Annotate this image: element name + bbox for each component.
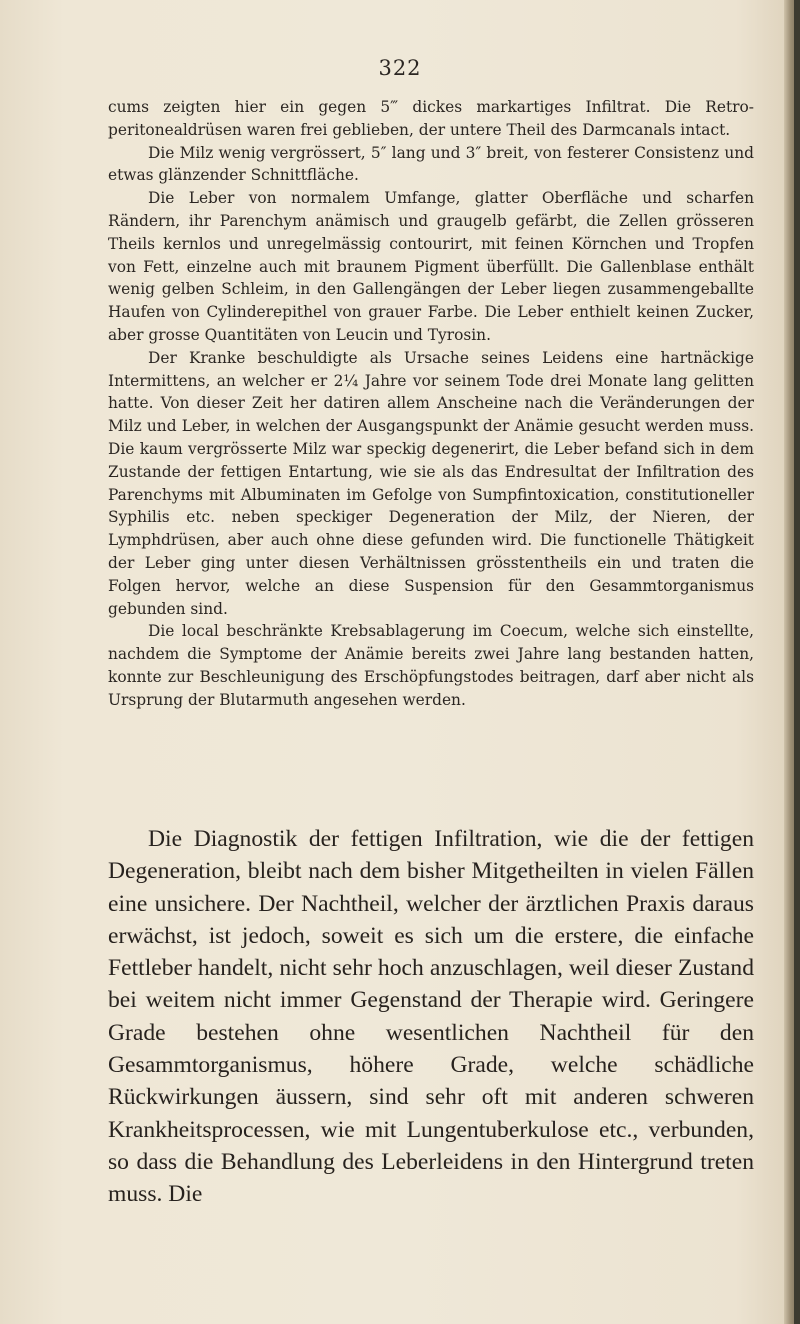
paragraph-milz: Die Milz wenig vergrössert, 5″ lang und 3″ breit, von festerer Consistenz und etwas glänzender Schnittfläche. xyxy=(108,143,754,185)
page-number: 322 xyxy=(378,56,422,80)
paragraph-leber: Die Leber von normalem Umfange, glatter Oberfläche und scharfen Rändern, ihr Parenchym anämisch und graugelb gefärbt, die Zellen grösseren Theils kernlos und unregelmässig contourirt, mit feinen Körnchen und Tropfen von Fett, einzelne auch mit braunem Pigment überfüllt. Die Gallenblase enthält wenig gelben Schleim, in den Gallengängen der Leber liegen zusammengeballte Haufen von Cylinderepithel von grauer Farbe. Die Leber enthielt keinen Zucker, aber grosse Quantitäten von Leucin und Tyrosin. xyxy=(108,189,754,344)
paragraph-kranke: Der Kranke beschuldigte als Ursache seines Leidens eine hartnäckige Intermittens, an welcher er 2¼ Jahre vor seinem Tode drei Monate lang gelitten hatte. Von dieser Zeit her datiren allem Anscheine nach die Veränderungen der Milz und Leber, in welchen der Ausgangspunkt der Anämie gesucht werden muss. Die kaum vergrösserte Milz war speckig degenerirt, die Leber befand sich in dem Zustande der fettigen Entartung, wie sie als das Endresultat der Infiltration des Parenchyms mit Albuminaten im Gefolge von Sumpfintoxication, constitutioneller Syphilis etc. neben speckiger Degeneration der Milz, der Nieren, der Lymphdrüsen, aber auch ohne diese gefunden wird. Die functionelle Thätigkeit der Leber ging unter diesen Verhältnissen grösstentheils ein und traten die Folgen hervor, welche an diese Suspension für den Gesammtorganismus gebunden sind. xyxy=(108,348,754,618)
main-text-section xyxy=(108,823,754,1211)
page-edge-dark xyxy=(794,0,800,1324)
paragraph-krebsablagerung: Die local beschränkte Krebsablagerung im Coecum, welche sich einstellte, nachdem die Symptome der Anämie bereits zwei Jahre lang bestanden hatten, konnte zur Beschleunigung des Erschöpfungstodes beitragen, darf aber nicht als Ursprung der Blutarmuth angesehen werden. xyxy=(108,622,754,709)
paragraph-diagnostik: Die Diagnostik der fettigen Infiltration, wie die der fettigen Degeneration, bleibt nach dem bisher Mitgetheilten in vielen Fällen eine unsichere. Der Nachtheil, welcher der ärztlichen Praxis daraus erwächst, ist jedoch, soweit es sich um die erstere, die einfache Fettleber handelt, nicht sehr hoch anzuschlagen, weil dieser Zustand bei weitem nicht immer Gegenstand der Therapie wird. Geringere Grade bestehen ohne wesentlichen Nachtheil für den Gesammtorganismus, höhere Grade, welche schädliche Rückwirkungen äussern, sind sehr oft mit anderen schweren Krankheitsprocessen, wie mit Lungentuberkulose etc., verbunden, so dass die Behandlung des Leberleidens in den Hintergrund treten muss. Die xyxy=(108,826,754,1208)
paragraph-continuation: cums zeigten hier ein gegen 5‴ dickes markartiges Infiltrat. Die Retro-peritonealdrüsen waren frei geblieben, der untere Theil des Darmcanals intact. xyxy=(108,98,754,139)
small-print-section xyxy=(108,96,754,712)
